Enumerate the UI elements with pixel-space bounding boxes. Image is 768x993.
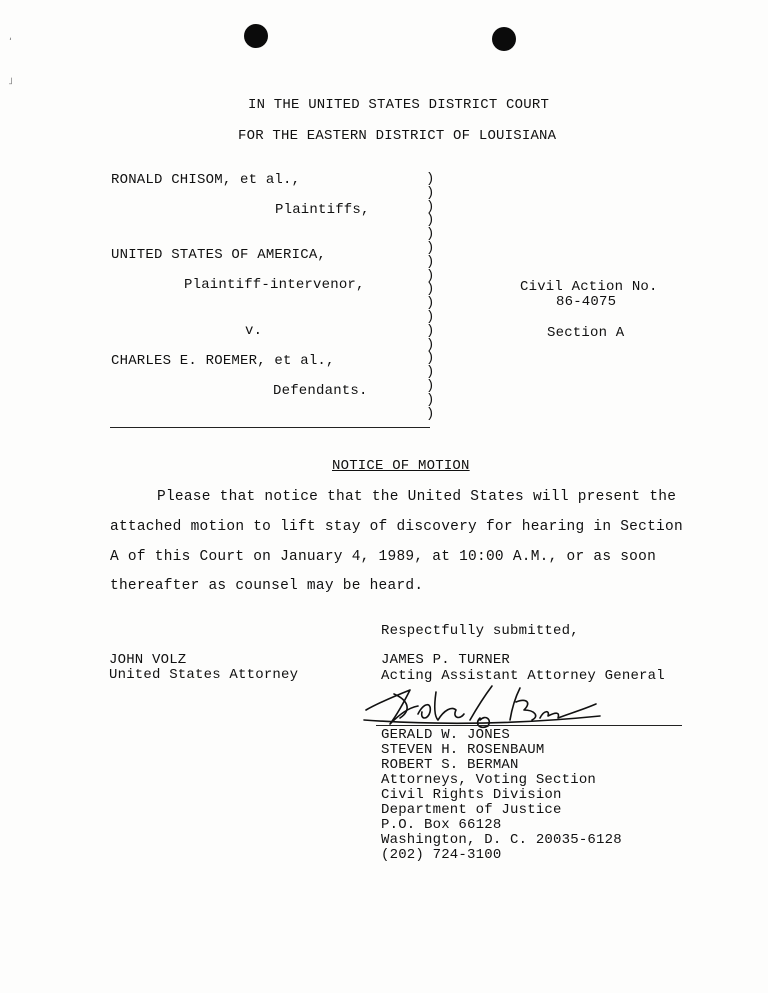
- attorney-line: Department of Justice: [381, 802, 562, 818]
- signature-line: [376, 725, 682, 726]
- binder-hole-right: [492, 27, 516, 51]
- plaintiffs-role: Plaintiffs,: [275, 202, 370, 218]
- intervenor-name: UNITED STATES OF AMERICA,: [111, 247, 327, 263]
- court-heading-line-1: IN THE UNITED STATES DISTRICT COURT: [248, 97, 550, 113]
- caption-parentheses: ) ) ) ) ) ) ) ) ) ) ) ) ) ) ) ) ) ): [426, 171, 435, 422]
- us-attorney-name: JOHN VOLZ: [109, 652, 187, 668]
- civil-action-label: Civil Action No.: [520, 279, 658, 295]
- scan-speck: ͵: [9, 30, 12, 41]
- versus: v.: [245, 323, 263, 339]
- civil-action-number: 86-4075: [556, 294, 617, 310]
- signatory-name: JAMES P. TURNER: [381, 652, 511, 668]
- notice-title: NOTICE OF MOTION: [332, 458, 470, 474]
- attorney-line: STEVEN H. ROSENBAUM: [381, 742, 545, 758]
- attorney-line: GERALD W. JONES: [381, 727, 511, 743]
- scan-speck: ˩: [8, 76, 13, 87]
- attorney-line: ROBERT S. BERMAN: [381, 757, 519, 773]
- section-label: Section A: [547, 325, 625, 341]
- attorney-line: P.O. Box 66128: [381, 817, 502, 833]
- notice-body-line: attached motion to lift stay of discovery for hearing in Section: [110, 519, 683, 535]
- court-heading-line-2: FOR THE EASTERN DISTRICT OF LOUISIANA: [238, 128, 557, 144]
- plaintiffs-name: RONALD CHISOM, et al.,: [111, 172, 301, 188]
- intervenor-role: Plaintiff-intervenor,: [184, 277, 365, 293]
- notice-body-line: Please that notice that the United States will present the: [157, 489, 677, 505]
- signatory-title: Acting Assistant Attorney General: [381, 668, 665, 684]
- closing-phrase: Respectfully submitted,: [381, 623, 579, 639]
- defendants-name: CHARLES E. ROEMER, et al.,: [111, 353, 335, 369]
- binder-hole-left: [244, 24, 268, 48]
- notice-body-line: thereafter as counsel may be heard.: [110, 578, 424, 594]
- attorney-line: Attorneys, Voting Section: [381, 772, 597, 788]
- attorney-line: (202) 724-3100: [381, 847, 502, 863]
- defendants-role: Defendants.: [273, 383, 368, 399]
- caption-underline: [110, 427, 430, 428]
- attorney-line: Civil Rights Division: [381, 787, 562, 803]
- us-attorney-title: United States Attorney: [109, 667, 299, 683]
- attorney-line: Washington, D. C. 20035-6128: [381, 832, 622, 848]
- notice-body-line: A of this Court on January 4, 1989, at 10:00 A.M., or as soon: [110, 549, 657, 565]
